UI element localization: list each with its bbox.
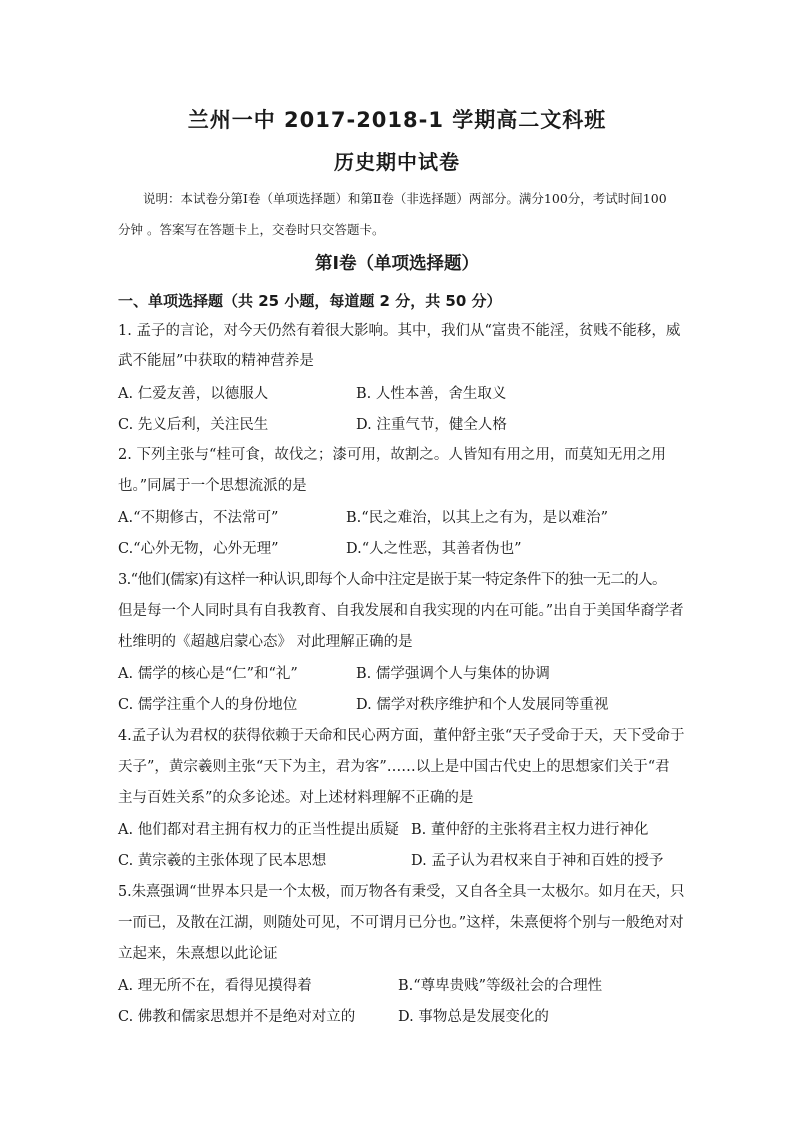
question-4-line-1: 4.孟子认为君权的获得依赖于天命和民心两方面，董仲舒主张“天子受命于天，天下受命于 [118, 728, 685, 744]
question-4-option-a: A. 他们都对君主拥有权力的正当性提出质疑 [118, 822, 399, 838]
question-2-option-a: A.“不期修古，不法常可” [118, 510, 279, 526]
question-2-line-1: 2. 下列主张与“桂可食，故伐之；漆可用，故割之。人皆知有用之用，而莫知无用之用 [118, 447, 666, 463]
question-4-option-b: B. 董仲舒的主张将君主权力进行神化 [411, 822, 649, 838]
question-2-option-c: C.“心外无物，心外无理” [118, 541, 279, 557]
question-2-line-2: 也。”同属于一个思想流派的是 [118, 478, 307, 494]
question-1-line-2: 武不能屈”中获取的精神营养是 [118, 353, 314, 369]
part-heading: 一、单项选择题（共 25 小题，每道题 2 分，共 50 分） [118, 292, 502, 310]
question-1-line-1: 1. 孟子的言论，对今天仍然有着很大影响。其中，我们从“富贵不能淫，贫贱不能移，威 [118, 323, 681, 339]
question-1-option-b: B. 人性本善，舍生取义 [356, 386, 507, 402]
question-1-option-c: C. 先义后利，关注民生 [118, 417, 269, 433]
question-5-option-b: B.“尊卑贵贱”等级社会的合理性 [398, 978, 603, 994]
question-3-line-2: 但是每一个人同时具有自我教育、自我发展和自我实现的内在可能。”出自于美国华裔学者 [118, 603, 684, 619]
exam-subtitle: 历史期中试卷 [334, 150, 460, 174]
question-5-option-d: D. 事物总是发展变化的 [398, 1009, 549, 1025]
question-4-option-d: D. 孟子认为君权来自于神和百姓的授予 [411, 853, 664, 869]
question-3-option-c: C. 儒学注重个人的身份地位 [118, 697, 298, 713]
section-title: 第Ⅰ卷（单项选择题） [314, 254, 479, 274]
question-5-option-a: A. 理无所不在，看得见摸得着 [118, 978, 312, 994]
question-4-line-2: 天子”，黄宗羲则主张“天下为主，君为客”……以上是中国古代史上的思想家们关于“君 [118, 759, 670, 775]
question-5-option-c: C. 佛教和儒家思想并不是绝对对立的 [118, 1009, 356, 1025]
question-3-option-d: D. 儒学对秩序维护和个人发展同等重视 [356, 697, 609, 713]
question-3-option-a: A. 儒学的核心是“仁”和“礼” [118, 666, 298, 682]
question-4-line-3: 主与百姓关系”的众多论述。对上述材料理解不正确的是 [118, 790, 474, 806]
question-3-line-3: 杜维明的《超越启蒙心态》 对此理解正确的是 [118, 634, 413, 650]
question-3-line-1: 3.“他们(儒家)有这样一种认识,即每个人命中注定是嵌于某一特定条件下的独一无二的人。 [118, 572, 666, 588]
question-5-line-3: 立起来，朱熹想以此论证 [118, 946, 278, 962]
question-2-option-d: D.“人之性恶，其善者伪也” [346, 541, 522, 557]
question-5-line-2: 一而已，及散在江湖，则随处可见，不可谓月已分也。”这样，朱熹便将个别与一般绝对对 [118, 915, 684, 931]
question-1-option-a: A. 仁爱友善，以德服人 [118, 386, 269, 402]
question-4-option-c: C. 黄宗羲的主张体现了民本思想 [118, 853, 327, 869]
question-5-line-1: 5.朱熹强调“世界本只是一个太极，而万物各有秉受，又自各全具一太极尔。如月在天，只 [118, 884, 685, 900]
question-2-option-b: B.“民之难治，以其上之有为，是以难治” [346, 510, 609, 526]
exam-title: 兰州一中 2017-2018-1 学期高二文科班 [187, 108, 607, 132]
question-1-option-d: D. 注重气节，健全人格 [356, 417, 507, 433]
question-3-option-b: B. 儒学强调个人与集体的协调 [356, 666, 550, 682]
instructions: 说明：本试卷分第Ⅰ卷（单项选择题）和第Ⅱ卷（非选择题）两部分。满分100分，考试时间100分钟 。答案写在答题卡上，交卷时只交答题卡。 [118, 191, 667, 237]
